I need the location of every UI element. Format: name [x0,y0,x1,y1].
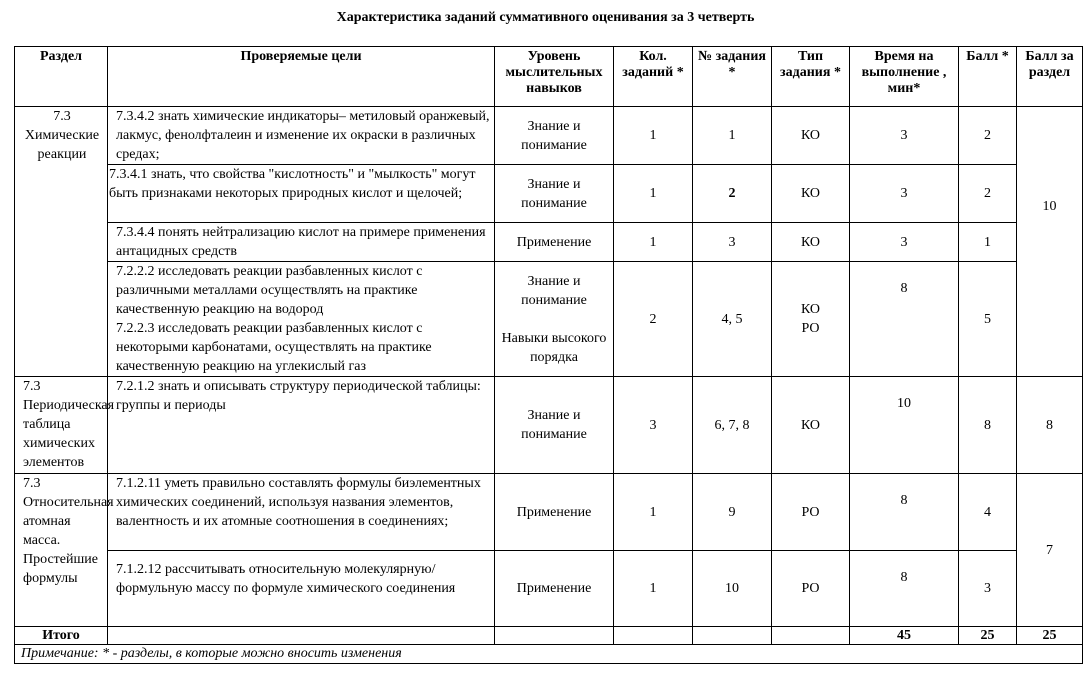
section-cell: 7.3 Периодическая таблица химических элементов [15,377,108,474]
type-cell [772,262,850,377]
document-title: Характеристика заданий суммативного оценивания за 3 четверть [336,10,755,25]
type-cell: КО [772,165,850,223]
goal-cell: 7.3.4.4 понять нейтрализацию кислот на примере применения антацидных средств [108,223,495,262]
score-cell: 2 [959,107,1017,165]
number-cell: 6, 7, 8 [693,377,772,474]
header-section: Раздел [15,47,108,107]
header-count: Кол. заданий * [614,47,693,107]
number-cell: 4, 5 [693,262,772,377]
time-cell: 3 [850,165,959,223]
header-section-score: Балл за раздел [1017,47,1083,107]
score-cell: 4 [959,474,1017,551]
section-score-cell: 7 [1017,474,1083,627]
total-score: 25 [959,627,1017,645]
level-cell: Применение [495,551,614,627]
count-cell: 2 [614,262,693,377]
level-cell: Знание и понимание [495,107,614,165]
level-cell: Знание и понимание [495,165,614,223]
type-text: КО [800,302,821,317]
type-cell: РО [772,551,850,627]
table-header-row [15,47,1083,107]
goal-text: 7.2.2.3 исследовать реакции разбавленных кислот с некоторыми карбонатами, осуществлять на практике качественную реакцию на углекислый газ [116,321,432,374]
section-cell: 7.3 Относительная атомная масса. Простейшие формулы [15,474,108,627]
time-cell: 3 [850,107,959,165]
number-cell: 1 [693,107,772,165]
table-row [15,223,1083,262]
total-section-score: 25 [1017,627,1083,645]
assessment-table [14,46,1083,664]
table-row [15,474,1083,551]
footnote: Примечание: * - разделы, в которые можно вносить изменения [15,645,1083,664]
type-cell: КО [772,377,850,474]
count-cell: 1 [614,107,693,165]
time-cell: 8 [850,262,959,377]
count-cell: 1 [614,223,693,262]
type-cell: КО [772,107,850,165]
count-cell: 3 [614,377,693,474]
total-label: Итого [15,627,108,645]
number-cell: 9 [693,474,772,551]
level-cell: Знание и понимание [495,377,614,474]
goal-cell: 7.1.2.12 рассчитывать относительную молекулярную/ формульную массу по формуле химического соединения [108,551,495,627]
header-number: № задания * [693,47,772,107]
header-type: Тип задания * [772,47,850,107]
score-cell: 5 [959,262,1017,377]
goal-cell: 7.2.1.2 знать и описывать структуру периодической таблицы: группы и периоды [108,377,495,474]
section-cell: 7.3 Химические реакции [15,107,108,377]
score-cell: 8 [959,377,1017,474]
count-cell: 1 [614,474,693,551]
section-score-cell: 8 [1017,377,1083,474]
header-time: Время на выполнение , мин* [850,47,959,107]
level-cell [495,262,614,377]
type-cell: РО [772,474,850,551]
time-cell: 8 [850,551,959,627]
score-cell: 1 [959,223,1017,262]
number-cell: 2 [693,165,772,223]
goal-text: 7.2.2.2 исследовать реакции разбавленных кислот с различными металлами осуществлять на практике качественную реакцию на водород [116,264,423,317]
count-cell: 1 [614,165,693,223]
table-row [15,377,1083,474]
time-cell: 3 [850,223,959,262]
type-cell: КО [772,223,850,262]
level-cell: Применение [495,223,614,262]
section-score-cell: 10 [1017,107,1083,377]
level-text: Знание и понимание [521,273,587,308]
header-level: Уровень мыслительных навыков [495,47,614,107]
time-cell: 10 [850,377,959,474]
time-cell: 8 [850,474,959,551]
number-cell: 10 [693,551,772,627]
total-time: 45 [850,627,959,645]
goal-cell: 7.3.4.2 знать химические индикаторы– метиловый оранжевый, лакмус, фенолфталеин и изменение их окраски в различных средах; [108,107,495,165]
note-row [15,645,1083,664]
table-row [15,107,1083,165]
total-row [15,627,1083,645]
type-text: РО [801,321,820,336]
count-cell: 1 [614,551,693,627]
table-row [15,551,1083,627]
table-row [15,165,1083,223]
goal-cell [108,262,495,377]
score-cell: 3 [959,551,1017,627]
score-cell: 2 [959,165,1017,223]
number-cell: 3 [693,223,772,262]
goal-cell: 7.3.4.1 знать, что свойства "кислотность" и "мылкость" могут быть признаками некоторых природных кислот и щелочей; [108,165,495,223]
header-score: Балл * [959,47,1017,107]
level-text: Навыки высокого порядка [501,330,607,365]
goal-cell: 7.1.2.11 уметь правильно составлять формулы биэлементных химических соединений, используя названия элементов, валентность и их атомные соотношения в соединениях; [108,474,495,551]
table-row [15,262,1083,377]
header-goals: Проверяемые цели [108,47,495,107]
level-cell: Применение [495,474,614,551]
